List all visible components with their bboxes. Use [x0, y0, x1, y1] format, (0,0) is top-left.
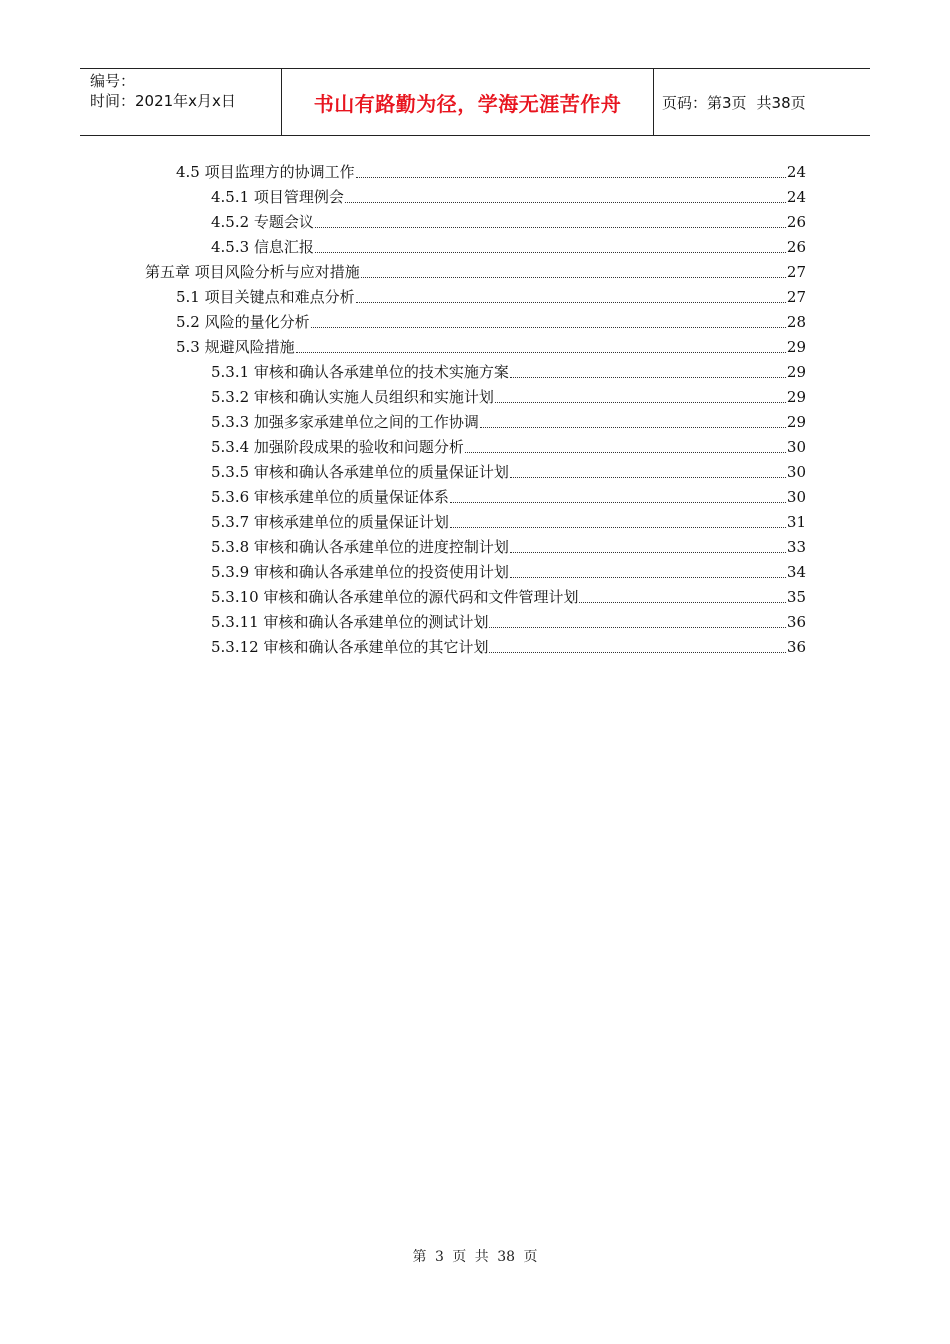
toc-entry-page: 29	[786, 388, 806, 406]
header-meta	[80, 69, 282, 135]
toc-entry-title: 5.3.9 审核和确认各承建单位的投资使用计划	[211, 563, 509, 581]
toc-entry-title: 5.3.3 加强多家承建单位之间的工作协调	[211, 413, 479, 431]
serial-label: 编号：	[90, 72, 136, 90]
toc-entry[interactable]	[0, 385, 806, 410]
toc-entry-title: 第五章 项目风险分析与应对措施	[145, 263, 360, 281]
toc-entry-page: 26	[786, 238, 806, 256]
toc-leader-dots	[510, 360, 786, 378]
toc-entry-title: 5.3.6 审核承建单位的质量保证体系	[211, 488, 449, 506]
toc-entry-page: 34	[786, 563, 806, 581]
toc-entry-page: 36	[786, 613, 806, 631]
toc-entry[interactable]	[0, 260, 806, 285]
toc-entry-title: 5.1 项目关键点和难点分析	[176, 288, 355, 306]
toc-entry[interactable]	[0, 310, 806, 335]
toc-entry-title: 4.5.2 专题会议	[211, 213, 314, 231]
toc-entry-page: 33	[786, 538, 806, 556]
toc-leader-dots	[579, 585, 785, 603]
toc-entry-title: 4.5 项目监理方的协调工作	[176, 163, 355, 181]
toc-entry-page: 35	[786, 588, 806, 606]
toc-leader-dots	[311, 310, 786, 328]
toc-entry[interactable]	[0, 210, 806, 235]
toc-entry[interactable]	[0, 635, 806, 660]
toc-entry-page: 30	[786, 463, 806, 481]
toc-entry[interactable]	[0, 335, 806, 360]
toc-entry-title: 5.3.5 审核和确认各承建单位的质量保证计划	[211, 463, 509, 481]
toc-entry-page: 30	[786, 488, 806, 506]
toc-entry-title: 5.3.7 审核承建单位的质量保证计划	[211, 513, 449, 531]
toc-entry[interactable]	[0, 360, 806, 385]
toc-entry[interactable]	[0, 160, 806, 185]
toc-leader-dots	[356, 285, 786, 303]
toc-entry-page: 27	[786, 263, 806, 281]
toc-entry-page: 28	[786, 313, 806, 331]
toc-leader-dots	[510, 535, 786, 553]
toc-entry[interactable]	[0, 485, 806, 510]
toc-leader-dots	[510, 460, 786, 478]
toc-leader-dots	[450, 510, 786, 528]
toc-entry[interactable]	[0, 460, 806, 485]
toc-entry-page: 24	[786, 188, 806, 206]
toc-entry[interactable]	[0, 535, 806, 560]
toc-entry-title: 5.3.11 审核和确认各承建单位的测试计划	[211, 613, 489, 631]
toc-leader-dots	[489, 610, 785, 628]
toc-entry-page: 30	[786, 438, 806, 456]
toc-entry-page: 29	[786, 413, 806, 431]
toc-entry[interactable]	[0, 185, 806, 210]
toc-entry-page: 24	[786, 163, 806, 181]
toc-entry-page: 31	[786, 513, 806, 531]
toc-entry-title: 5.3.2 审核和确认实施人员组织和实施计划	[211, 388, 494, 406]
toc-leader-dots	[450, 485, 786, 503]
toc-leader-dots	[361, 260, 786, 278]
toc-entry[interactable]	[0, 235, 806, 260]
toc-leader-dots	[495, 385, 786, 403]
header-motto: 书山有路勤为径，学海无涯苦作舟	[282, 69, 654, 135]
toc-entry-title: 4.5.3 信息汇报	[211, 238, 314, 256]
toc-leader-dots	[510, 560, 786, 578]
toc-leader-dots	[465, 435, 786, 453]
toc-entry-page: 29	[786, 338, 806, 356]
table-of-contents	[0, 160, 950, 660]
page-footer: 第 3 页 共 38 页	[412, 1249, 538, 1265]
toc-entry-page: 26	[786, 213, 806, 231]
toc-entry-title: 5.3.1 审核和确认各承建单位的技术实施方案	[211, 363, 509, 381]
toc-leader-dots	[296, 335, 786, 353]
toc-entry[interactable]	[0, 610, 806, 635]
toc-leader-dots	[480, 410, 786, 428]
toc-entry[interactable]	[0, 585, 806, 610]
toc-entry[interactable]	[0, 285, 806, 310]
toc-entry-title: 5.3.4 加强阶段成果的验收和问题分析	[211, 438, 464, 456]
toc-leader-dots	[345, 185, 786, 203]
toc-entry-page: 27	[786, 288, 806, 306]
date-label: 时间：2021年x月x日	[90, 92, 236, 110]
toc-leader-dots	[356, 160, 786, 178]
toc-entry[interactable]	[0, 560, 806, 585]
header-total-label: 共38页	[756, 93, 806, 112]
toc-entry-page: 36	[786, 638, 806, 656]
header-page-info	[654, 69, 870, 135]
toc-entry[interactable]	[0, 435, 806, 460]
toc-entry[interactable]	[0, 510, 806, 535]
toc-entry-title: 5.3 规避风险措施	[176, 338, 295, 356]
toc-leader-dots	[315, 210, 786, 228]
header-page-label: 页码：第3页	[662, 93, 747, 112]
toc-entry-title: 5.3.8 审核和确认各承建单位的进度控制计划	[211, 538, 509, 556]
toc-entry-title: 4.5.1 项目管理例会	[211, 188, 344, 206]
toc-entry-page: 29	[786, 363, 806, 381]
toc-entry-title: 5.3.12 审核和确认各承建单位的其它计划	[211, 638, 489, 656]
page-header	[80, 68, 870, 136]
toc-leader-dots	[489, 635, 785, 653]
toc-entry-title: 5.3.10 审核和确认各承建单位的源代码和文件管理计划	[211, 588, 579, 606]
toc-entry[interactable]	[0, 410, 806, 435]
toc-entry-title: 5.2 风险的量化分析	[176, 313, 310, 331]
toc-leader-dots	[315, 235, 786, 253]
